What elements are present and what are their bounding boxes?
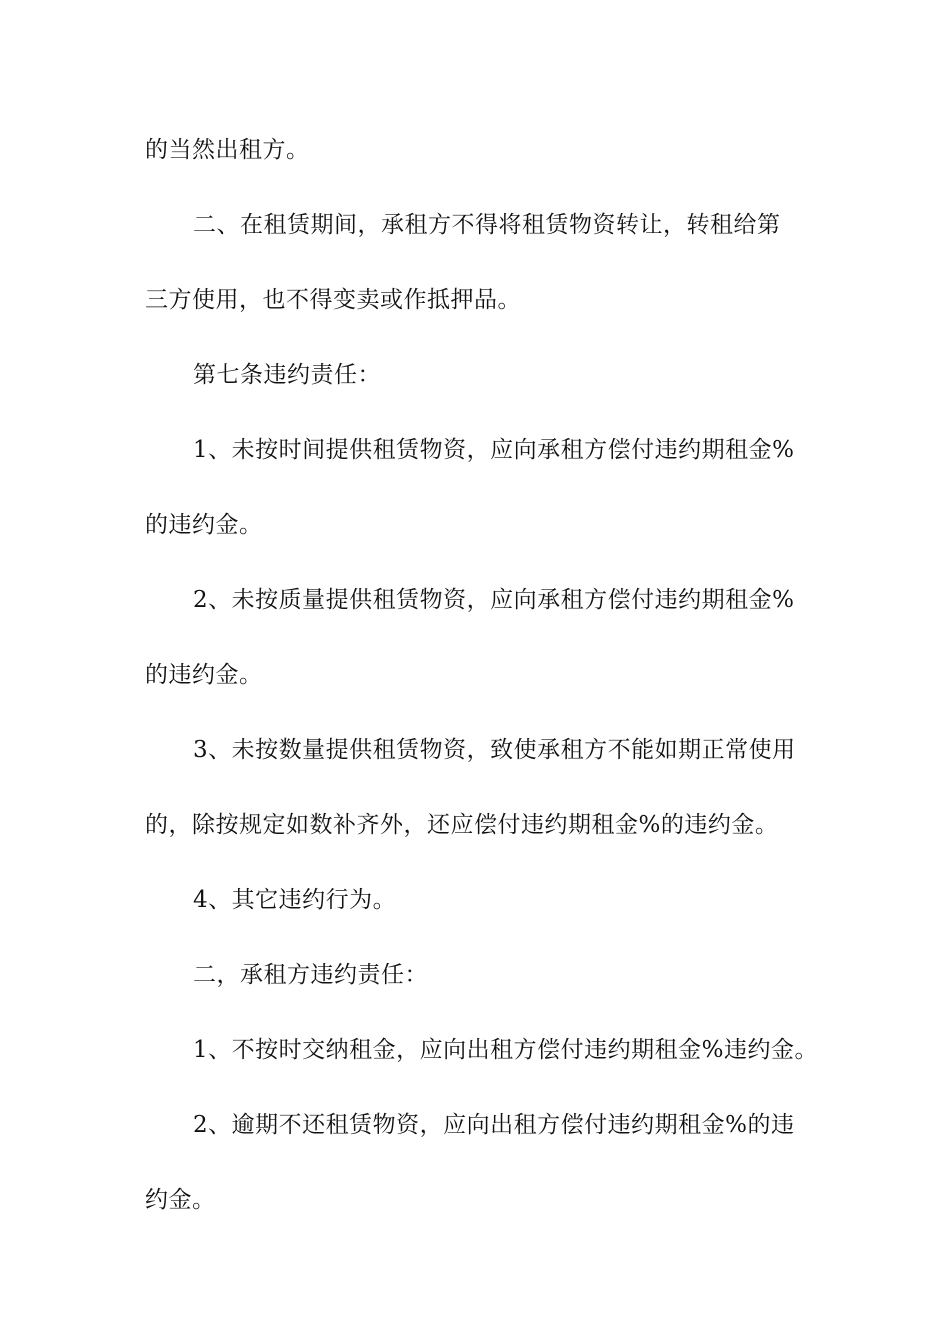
text-line: 的当然出租方。 (145, 137, 310, 163)
text-line: 3、未按数量提供租赁物资，致使承租方不能如期正常使用 (193, 737, 796, 763)
text-line: 约金。 (145, 1187, 216, 1213)
section-heading: 第七条违约责任： (193, 362, 381, 388)
text-line: 的，除按规定如数补齐外，还应偿付违约期租金%的违约金。 (145, 812, 779, 838)
text-line: 4、其它违约行为。 (193, 887, 397, 913)
text-line: 1、未按时间提供租赁物资，应向承租方偿付违约期租金% (193, 437, 795, 463)
text-line: 三方使用，也不得变卖或作抵押品。 (145, 287, 521, 313)
text-line: 2、未按质量提供租赁物资，应向承租方偿付违约期租金% (193, 587, 795, 613)
text-line: 二、在租赁期间，承租方不得将租赁物资转让，转租给第 (193, 212, 781, 238)
text-line: 2、逾期不还租赁物资，应向出租方偿付违约期租金%的违 (193, 1112, 795, 1138)
text-line: 1、不按时交纳租金，应向出租方偿付违约期租金%违约金。 (193, 1037, 818, 1063)
text-line: 的违约金。 (145, 662, 263, 688)
section-heading: 二，承租方违约责任： (193, 962, 428, 988)
text-line: 的违约金。 (145, 512, 263, 538)
